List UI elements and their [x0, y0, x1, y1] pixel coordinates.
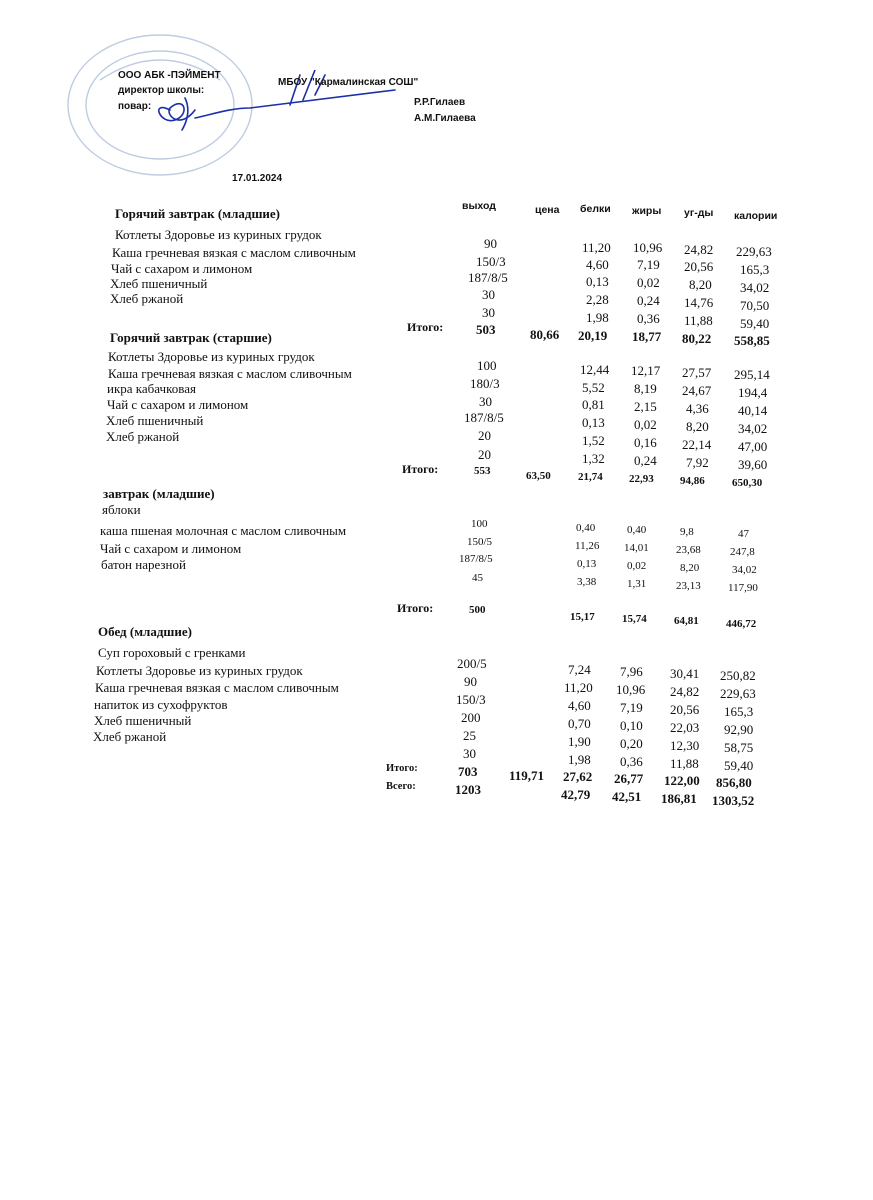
- item-name: Хлеб ржаной: [110, 291, 184, 306]
- item-output: 180/3: [470, 376, 500, 391]
- item-proteins: 1,98: [568, 752, 591, 767]
- item-carbs: 14,76: [684, 295, 714, 310]
- item-carbs: 20,56: [684, 259, 714, 274]
- item-proteins: 0,13: [582, 415, 605, 430]
- item-calories: 165,3: [740, 262, 770, 277]
- item-output: 25: [463, 728, 476, 743]
- item-output: 30: [463, 746, 476, 761]
- item-carbs: 27,57: [682, 365, 712, 380]
- col-output: выход: [462, 200, 496, 212]
- school-name: МБОУ "Кармалинская СОШ": [278, 77, 419, 88]
- item-fats: 7,19: [620, 700, 643, 715]
- item-fats: 8,19: [634, 381, 657, 396]
- total-carbs: 80,22: [682, 331, 712, 346]
- item-output: 150/3: [476, 254, 506, 269]
- item-output: 30: [482, 305, 495, 320]
- grand-total-carbs: 186,81: [661, 791, 697, 806]
- col-carbs: уг-ды: [684, 207, 714, 219]
- total-calories: 856,80: [716, 775, 752, 790]
- item-fats: 0,16: [634, 435, 657, 450]
- section-title: Горячий завтрак (младшие): [115, 206, 281, 221]
- total-output: 503: [476, 322, 496, 337]
- item-proteins: 3,38: [577, 576, 597, 588]
- director-label: директор школы:: [118, 85, 205, 96]
- item-proteins: 1,98: [586, 310, 609, 325]
- item-name: Каша гречневая вязкая с маслом сливочным: [112, 245, 356, 260]
- total-output: 553: [474, 465, 491, 477]
- item-fats: 0,20: [620, 736, 643, 751]
- item-calories: 47: [738, 528, 749, 540]
- item-name: Каша гречневая вязкая с маслом сливочным: [95, 680, 339, 695]
- item-output: 45: [472, 572, 483, 584]
- item-output: 20: [478, 447, 491, 462]
- menu-date: 17.01.2024: [232, 173, 283, 184]
- item-proteins: 0,13: [577, 558, 597, 570]
- section-title: Обед (младшие): [98, 624, 192, 639]
- item-carbs: 24,82: [684, 242, 714, 257]
- item-fats: 0,10: [620, 718, 643, 733]
- item-carbs: 11,88: [670, 756, 699, 771]
- item-output: 100: [477, 358, 497, 373]
- item-proteins: 11,26: [575, 540, 600, 552]
- item-name: Чай с сахаром и лимоном: [111, 261, 253, 276]
- item-fats: 7,19: [637, 257, 660, 272]
- item-name: Котлеты Здоровье из куриных грудок: [96, 663, 303, 678]
- col-price: цена: [535, 204, 560, 216]
- item-fats: 0,02: [637, 275, 660, 290]
- item-proteins: 12,44: [580, 362, 610, 377]
- item-fats: 0,02: [627, 560, 647, 572]
- item-carbs: 24,82: [670, 684, 700, 699]
- col-calories: калории: [734, 210, 778, 222]
- item-calories: 247,8: [730, 546, 755, 558]
- item-carbs: 8,20: [689, 277, 712, 292]
- item-fats: 0,24: [634, 453, 657, 468]
- total-proteins: 21,74: [578, 471, 603, 483]
- item-calories: 59,40: [740, 316, 770, 331]
- item-carbs: 22,03: [670, 720, 700, 735]
- item-proteins: 0,40: [576, 522, 596, 534]
- total-fats: 18,77: [632, 329, 662, 344]
- item-proteins: 11,20: [564, 680, 593, 695]
- total-calories: 558,85: [734, 333, 770, 348]
- grand-total-label: Всего:: [386, 781, 416, 792]
- item-calories: 229,63: [736, 244, 772, 259]
- item-calories: 229,63: [720, 686, 756, 701]
- item-carbs: 24,67: [682, 383, 712, 398]
- item-fats: 0,24: [637, 293, 660, 308]
- item-proteins: 0,13: [586, 274, 609, 289]
- item-fats: 10,96: [616, 682, 646, 697]
- item-calories: 92,90: [724, 722, 754, 737]
- item-calories: 58,75: [724, 740, 754, 755]
- item-proteins: 2,28: [586, 292, 609, 307]
- item-calories: 70,50: [740, 298, 770, 313]
- item-name: Хлеб пшеничный: [94, 713, 192, 728]
- item-name: икра кабачковая: [107, 381, 196, 396]
- director-name: Р.Р.Гилаев: [414, 97, 466, 108]
- item-carbs: 20,56: [670, 702, 700, 717]
- item-fats: 1,31: [627, 578, 647, 590]
- total-carbs: 122,00: [664, 773, 700, 788]
- total-calories: 446,72: [726, 618, 757, 630]
- item-name: батон нарезной: [101, 557, 186, 572]
- item-fats: 2,15: [634, 399, 657, 414]
- cook-label: повар:: [118, 101, 152, 112]
- item-output: 20: [478, 428, 491, 443]
- item-name: напиток из сухофруктов: [94, 697, 228, 712]
- item-proteins: 0,81: [582, 397, 605, 412]
- item-proteins: 7,24: [568, 662, 591, 677]
- item-calories: 250,82: [720, 668, 756, 683]
- item-carbs: 30,41: [670, 666, 700, 681]
- total-fats: 15,74: [622, 613, 647, 625]
- total-proteins: 15,17: [570, 611, 595, 623]
- item-name: Каша гречневая вязкая с маслом сливочным: [108, 366, 352, 381]
- item-fats: 10,96: [633, 240, 663, 255]
- item-proteins: 1,90: [568, 734, 591, 749]
- item-output: 187/8/5: [468, 270, 508, 285]
- item-carbs: 8,20: [686, 419, 709, 434]
- item-output: 187/8/5: [464, 410, 504, 425]
- item-calories: 40,14: [738, 403, 768, 418]
- item-calories: 59,40: [724, 758, 754, 773]
- item-fats: 0,40: [627, 524, 647, 536]
- item-name: Хлеб пшеничный: [106, 413, 204, 428]
- item-fats: 0,36: [620, 754, 643, 769]
- item-output: 90: [464, 674, 477, 689]
- item-fats: 0,02: [634, 417, 657, 432]
- item-calories: 194,4: [738, 385, 768, 400]
- item-output: 150/5: [467, 536, 493, 548]
- item-proteins: 4,60: [586, 257, 609, 272]
- item-calories: 34,02: [740, 280, 770, 295]
- grand-total-proteins: 42,79: [561, 787, 591, 802]
- section-title: Горячий завтрак (старшие): [110, 330, 272, 345]
- cook-name: А.М.Гилаева: [414, 113, 476, 124]
- item-output: 187/8/5: [459, 553, 493, 565]
- grand-total-fats: 42,51: [612, 789, 642, 804]
- total-price: 63,50: [526, 470, 551, 482]
- total-proteins: 27,62: [563, 769, 593, 784]
- item-name: Хлеб ржаной: [106, 429, 180, 444]
- item-output: 150/3: [456, 692, 486, 707]
- total-label: Итого:: [397, 601, 434, 615]
- grand-total-calories: 1303,52: [712, 793, 755, 808]
- item-fats: 12,17: [631, 363, 661, 378]
- item-proteins: 4,60: [568, 698, 591, 713]
- item-fats: 14,01: [624, 542, 649, 554]
- col-proteins: белки: [580, 203, 611, 215]
- item-proteins: 0,70: [568, 716, 591, 731]
- item-output: 200: [461, 710, 481, 725]
- grand-total-output: 1203: [455, 782, 481, 797]
- item-proteins: 11,20: [582, 240, 611, 255]
- item-carbs: 8,20: [680, 562, 700, 574]
- item-proteins: 1,52: [582, 433, 605, 448]
- item-calories: 295,14: [734, 367, 770, 382]
- section-title: завтрак (младшие): [103, 486, 215, 501]
- item-carbs: 12,30: [670, 738, 700, 753]
- total-fats: 26,77: [614, 771, 644, 786]
- item-output: 90: [484, 236, 497, 251]
- total-proteins: 20,19: [578, 328, 608, 343]
- item-calories: 39,60: [738, 457, 768, 472]
- item-carbs: 9,8: [680, 526, 694, 538]
- item-output: 30: [479, 394, 492, 409]
- total-label: Итого:: [402, 462, 439, 476]
- item-carbs: 23,13: [676, 580, 701, 592]
- col-fats: жиры: [632, 205, 662, 217]
- item-fats: 7,96: [620, 664, 643, 679]
- total-price: 119,71: [509, 768, 545, 783]
- total-label: Итого:: [407, 320, 444, 334]
- org-name: ООО АБК -ПЭЙМЕНТ: [118, 70, 221, 81]
- item-carbs: 4,36: [686, 401, 709, 416]
- item-name: каша пшеная молочная с маслом сливочным: [100, 523, 347, 538]
- item-calories: 117,90: [728, 582, 758, 594]
- total-label: Итого:: [386, 763, 418, 774]
- item-proteins: 1,32: [582, 451, 605, 466]
- total-fats: 22,93: [629, 473, 654, 485]
- item-fats: 0,36: [637, 311, 660, 326]
- item-output: 200/5: [457, 656, 487, 671]
- item-carbs: 22,14: [682, 437, 712, 452]
- item-name: Чай с сахаром и лимоном: [107, 397, 249, 412]
- item-calories: 165,3: [724, 704, 754, 719]
- item-output: 30: [482, 287, 495, 302]
- item-name: Котлеты Здоровье из куриных грудок: [115, 227, 322, 242]
- item-name: яблоки: [102, 502, 141, 517]
- item-name: Хлеб ржаной: [93, 729, 167, 744]
- total-carbs: 64,81: [674, 615, 699, 627]
- item-calories: 34,02: [738, 421, 768, 436]
- item-name: Чай с сахаром и лимоном: [100, 541, 242, 556]
- item-calories: 34,02: [732, 564, 757, 576]
- item-name: Хлеб пшеничный: [110, 276, 208, 291]
- total-carbs: 94,86: [680, 475, 705, 487]
- total-price: 80,66: [530, 327, 560, 342]
- item-name: Котлеты Здоровье из куриных грудок: [108, 349, 315, 364]
- item-output: 100: [471, 518, 488, 530]
- total-output: 703: [458, 764, 478, 779]
- item-carbs: 11,88: [684, 313, 713, 328]
- item-proteins: 5,52: [582, 380, 605, 395]
- total-output: 500: [469, 604, 486, 616]
- item-name: Суп гороховый с гренками: [98, 645, 246, 660]
- item-carbs: 23,68: [676, 544, 701, 556]
- item-carbs: 7,92: [686, 455, 709, 470]
- item-calories: 47,00: [738, 439, 768, 454]
- total-calories: 650,30: [732, 477, 763, 489]
